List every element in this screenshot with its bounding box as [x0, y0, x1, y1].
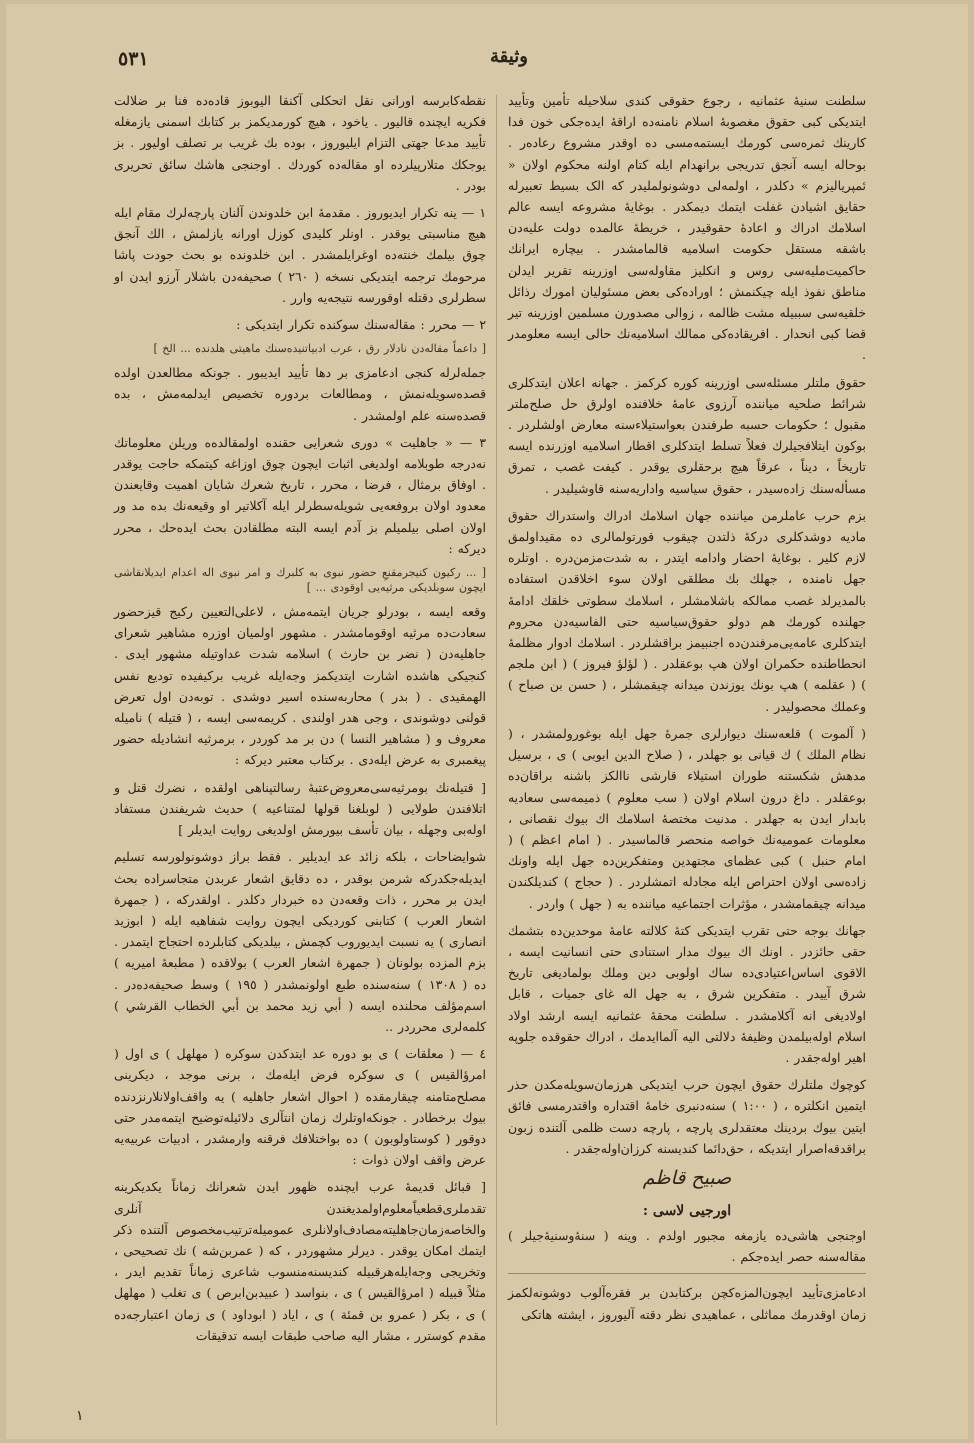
quote: [ قتیله‌نك بومرثیه‌سی‌معروض‌عتبهٔ رسالتپناهی اولقده ، نضرك قتل و اتلافندن طولایی ( لوبلغنا قولها لمتناعیه ) حدیث شریفندن مستفاد اوله‌بی وجهله ، بیان تأسف بیورمش اولدیغی روایت ایدیلر ] [114, 779, 486, 838]
paragraph: شوایضاحات ، بلکه زائد عد ایدیلیر . فقط براز دوشونولورسه تسلیم ایدیله‌جکدرکه شرمن بوقدر ، ده دقایق اشعار عربدن متجاسراده بحث ایدن بر محرر ، ذات وقعه‌دن ده خبردار دکلدر . اولقدرکه ، ( جمهرة اشعار العرب ) کتابنی کوردیکی ایچون روایت شفاهیه ایله ( ابوزید انصاری ) یه نسبت ایدیوروب کچمش ، بیلدیکی کتابلرده احتجاج ایتمدر . بزم المزده بولونان ( جمهرة اشعار العرب ) بولاقده ( مطبعهٔ امیریه ) ده ( ١٣٠٨ ) سنه‌سنده طبع اولونمشدر ( ١٩٥ ) وسط صحیفه‌ده‌در . اسم‌مؤلف محلنده ایسه ( أبي زيد محمد بن أبي الخطاب القرشي ) کلمه‌لری محرردر .. [114, 849, 486, 1034]
paragraph: بزم حرب عاملرمن میاننده جهان اسلامك ادراك واستدراك حقوق مادیه دوشدکلری درکهٔ ذلتدن چیقوب قورتولمالری ده مقیداولمق لازم کلیر . بوغایهٔ احضار وادامه ایتدر ، به شدت‌مزمن‌دره . اوتلره جهل نامنده ، جهلك بك مطلقی اولان سوء اخلاقدن استفاده بالمدیرلد غصب ممالکه باشلامشلر ، اسلامك سطوتی خلقك ادامهٔ جهلنده کورمك هم دولو حقوق‌سیاسیه حتی الفاسیه‌دن محروم ایتدکلری عامه‌یی‌مرفندن‌ده اجنبیمز براقشلردر . اسلامك ادوار مظلمهٔ انحطاطنده حکمران اولان هپ بوعقلدر . ( لؤلؤ فیروز ) ( ابن ملجم ) ( عقلمه ) هپ بونك یوزندن میدانه چیقمشلر ، ( حسن بن صباح ) وعملك محصولیدر . [508, 507, 866, 714]
column-divider [496, 95, 497, 1425]
divider [508, 1273, 866, 1274]
paragraph: سلطنت سنیهٔ عثمانیه ، رجوع حقوقی کندی سلاحیله تأمین وتأیید ایتدیکی کبی حقوق مغصوبهٔ اسلام نامنه‌ده اراقهٔ ایده‌جکی خون فدا کارینك ثمره‌سی کورمك ایستمه‌مسی ده اوقدر مشروع رعاده‌ر . بوحاله ایسه آنجق تدریجی برانهدام ایله کتام اولنه محکوم اولان « ئمپریالیزم » دکلدر ، اولمه‌لی دوشونولملیدر که الک بسیط تعبیرله حقایق اشیادن غفلت ایتمك دیمکدر . بوغایهٔ مشروعه ایسه عالم اسلامك ادراك و اعادهٔ حقوقیدر ، خریطهٔ عالمده دولت علیه‌دن باشقه مستقل حکومت اسلامیه قالمامشدر . بیچاره ایرانك حاکمیت‌ملیه‌سی روس و انکلیز مقاوله‌سی اوزرینه تقریر ایدلن مناطق نفوذ ایله چیکنمش ؛ اوراده‌کی بعض مسئولیان امورك رذائل خلقیه‌سی سببیله مشت ظالمه ، زوالی مصدورن مسلمین اوزرینه تیر قضا کبی انحدار . افریقاده‌کی ممالك اسلامیه‌نك حالی ایسه معلومدر . [508, 93, 866, 363]
paragraph: کوچوك ملتلرك حقوق ایچون حرب ایتدیکی هرزمان‌سویله‌مکدن حذر ایتمین انکلتره ، ( ١:٠٠ ) سنه‌دنبری خامهٔ اقتداره واقتدرمسی فائق ایتین بیوك بردینك معتقدلری پارچه ، پارچه دست ظلمی آلتنده زبون براقدقه‌اصرار ایتدیکه ، حق‌دائما کندیسنه کرزان‌اوله‌جقدر . [508, 1077, 866, 1156]
page-title: وثيقة [490, 46, 528, 67]
page-number: ٥٣١ [118, 48, 149, 70]
section-title: اورجیی لاسی : [642, 1202, 732, 1219]
paragraph: نقطه‌کابرسه اورانی نقل اتحکلی آکنقا الیوبوز قاده‌ده فنا بر ضلالت فکریه ایچنده قالیور . یاخود ، هیچ کورمدیکمز بر کتابك اسمنی یازمغله تأیید مدعا جهتی التزام ایلیوروز ، بوده بك غریب بر تصلف اولیور . بز یوجکك متلا‌رپیلرده او مقاله‌ده کوردك . اوجنجی هاشك سائق تحریری بودر . [114, 93, 486, 193]
paragraph: ٢ — محرر : مقاله‌سنك سوکنده تکرار ایتدیکی : [236, 317, 486, 333]
paragraph: وقعه ایسه ، بودرلو جریان ایتمه‌مش ، لاعلی‌التعیین رکیج قیز‌حضور سعادت‌ده مرثیه اوقومامشدر . مشهور اولمیان اوزره مشاهیر شعرای جاهلیه‌دن ( نضر بن حارث ) اسلامه شدت عداوتیله مشهور ایدی . کنجیکی هاشده اشارت ایتدیکمز وجه‌ایله غریب برکیفیده تودیع نفس الهمقیدی . ( بدر ) محاربه‌سنده اسیر دوشدی . توبه‌دن اول تعرض قولنی دوشوندی ، وجی هدر اولندی . کریمه‌سی ایسه ، ( قتیله ) نامیله معروف و ( مشاهیر النسا ) دن بر مد کوردر ، برمرثیه انشادیله حضور پیغمبری به عرض ایله‌دی . برکتاب معتبر دیرکه : [114, 604, 486, 768]
quote: [ ... رکیون کنیجرمقنعِ حضور نبوی به کلبرك و امر نبوی اله اعدام ایدیلانقاشی ایچون سوبلدیکی مرثیه‌یی اوقودی ... ] [114, 566, 486, 595]
paragraph: حقوق ملتلر مسئله‌سی اوزرینه کوره کرکمز . جهانه اعلان ایتدکلری شرائط صلحیه میاننده آرزوی عامهٔ خلافنده اولرق حل صلح‌ملتر مقبول ؛ حکومات حسبه طرفندن بعواستیلاءسنه معارض اولشلردر . بوکون ایتلافجیلرك فعلاً تسلط ایتدکلری اقطار اسلامیه اوزرنده ایسه تاریخاً ، دیناً ، عرقاً هیچ برحقلری یوقدر . کیفت غصب ، تمرق مسأله‌سنك زاده‌سیدر ، حقوق سیاسیه واداریه‌سنه قاوشیلیدر . [508, 374, 866, 496]
paragraph: ( آلموت ) قلعه‌سنك دیوارلری جمرهٔ جهل ایله بوغورولمشدر ، ( نظام الملك ) ك قیانی بو جهلدر ، ( صلاح الدین ایوبی ) ی ، برسیل مدهش شکستنه طوران استیلاء قارشی ناالکز باشنه براقان‌ده بوعقلدر . داغ درون اسلام اولان ( سب معلوم ) ذمیمه‌سی سعادیه بابدار ایدن به جهلدر . مدنیت مختصهٔ اسلامك اك بیوك نقصانی ، معلومات عمومیه‌نك خواصه منحصر قالماسیدر . ( امام اعظم ) ( امام حنبل ) کبی عظمای مجتهدین ومتفکرین‌ده جهل ایله واونك زاده‌سی اولان احتراص ایله مجادله اتمشلردر . ( حجاج ) کندیلکندن میدانه چیقمامشدر ، مؤثرات اجتماعیه میاننده به ( جهل ) واردر . [508, 725, 866, 911]
paragraph: ٤ — ( معلقات ) ی بو دوره عد ایتدکدن سوکره ( مهلهل ) ی اول ( امرؤالقیس ) ی سوکره فرض ایله‌مك ، برنی موجد ، دیکرینی مصلح‌متامنه چیقارمقده ( احوال اشعار جاهلیه ) یه واقف‌اولانلارنزدنده بیوك برخطادر . جونکه‌اوتلرك زمان انتآلری دلائیله‌توضیح ایتمه‌مدر حتی دوقور ( کوستاو‌لوبون ) ده بواختلافك فرقنه وارمشدر ، ادبیات عربیه‌یه عرض واقف اولان ذوات : [114, 1046, 486, 1168]
paragraph: جمله‌لرله کنجی ادعامزی بر دها تأیید ایدیبور . جونکه مطالعدن اولده قصده‌سویله‌نمش ، ومطالعات بردوره تخصیص ایدلمه‌مش ، بده قصده‌سنه علم اولمشدر . [114, 365, 486, 423]
quote: [ داعماً مقاله‌دن نادلار رق ، عرب ادبیاتنیده‌سنك ماهیتی هلدنده ... الخ ] [153, 342, 486, 356]
paragraph: ٣ — « جاهلیت » دوری شعرایی حقنده اولمقالده‌ه وریلن معلوماتك نه‌درجه طوبلامه اولدیغی اثبات ایچون چوق اوزاغه کیتمکه حاجت یوقدر . اوفاق برمثال ، فرضا ، محرر ، تاریخ شعرك شایان اهمیت وقایعندن معدود اولان بروفعه‌یی شویله‌سطرلر ایله آکلاتیر او وقیعه‌نك بده مد ور اولان اصلی بیلمیلم بز آدم ایسه البته مطلقادن بحث ایده‌حك ، محرر دیرکه : [114, 434, 486, 556]
right-column [508, 90, 866, 1331]
left-column [114, 90, 486, 1352]
paragraph: ادعامزی‌تأیید ایچون‌المزه‌کچن برکتابدن بر فقره‌آلوب دوشونه‌لکمز زمان اوقدرمك مماثلی ، عماهیدی نظر دقته آلیوروز ، ایشته هاتکی [508, 1285, 866, 1322]
paragraph: جهانك بوجه حتی تقرب ایتدیکی کتهٔ کلالته عامهٔ موحدین‌ده بتشمك حقی حائزدر . اونك اك بیوك مدار استنادی حتی انسانیت ایسه ، الاقوی اساس‌اعتیادی‌ده ساك اولوبی دین وملك بولمادیغی تاریخ شرق آییدر . متفکرین شرق ، به جهل اله غای جمیات ، قابل اولادیغی انه آکلامشدر . سلطنت محقهٔ عثمانیه ایسه ارشد اولاد اسلام اوله‌بیلمدن وظیفهٔ دلالتی الیه آلماایدمك ، ادراك حقوقده جلوپه اهیر اوله‌جقدر . [508, 922, 866, 1065]
paragraph: اوجنجی هاشی‌ده یازمغه مجبور اولدم . وینه ( سنهٔ‌وسنیهٔ‌جیلر ) مقاله‌سنه حصر ایده‌جکم . [508, 1227, 866, 1265]
paragraph: ١ — ینه تکرار ایدیوروز . مقدمهٔ ابن خلدوندن آلنان پارچه‌لرك مقام ایله هیچ مناسبتی یوقدر . اونلر کلیدی کوزل اورانه یازلمش ، الك آنجق چوق بیلمك خنته‌ده اوغرایلمشدر . ابن خلدونده بو بحث جودت پاشا مرحومك ترجمه ایتدیکی نسخه ( ٢٦٠ ) صحیفه‌دن باشلار آرزو ایدن او سطرلری دقتله اوقورسه نتیجه‌یه وارر . [114, 205, 486, 305]
author-signature: صبیح قاظم [642, 1166, 732, 1189]
footer-mark: ١ [76, 1408, 84, 1424]
page-header [0, 42, 974, 82]
quote: [ قبائل قدیمهٔ عرب ایچنده ظهور ایدن شعرانك زماناً یکدیکرینه تقدملری‌قطعیاً‌معلوم‌اولمدیغندن آنلری والخاصه‌زمان‌جاهلیته‌مصادف‌اولانلری عمومیله‌ترتیب‌مخصوص آلتنده ذکر ایتمك امکان یوقدر . دیرلر مشهوردر ، که ( عمربن‌شه ) نك تصحیحی ، وتخریجی وجه‌ایله‌هرقبیله کندیسنه‌منسوب شاعری زماناً تقدیم ایدر ، مثلاً قبیله ( امرؤالقیس ) ی ، بنواسد ( عبیدبن‌ابرص ) ی تغلب ( مهلهل ) ی ، بکر ( عمرو بن قمئة ) ی ، ایاد ( ابوداود ) ی زمان اعتبارجه‌ده مقدم کوسترر ، مشار الیه صاحب طبقات ایسه تدقیقات [114, 1179, 486, 1343]
